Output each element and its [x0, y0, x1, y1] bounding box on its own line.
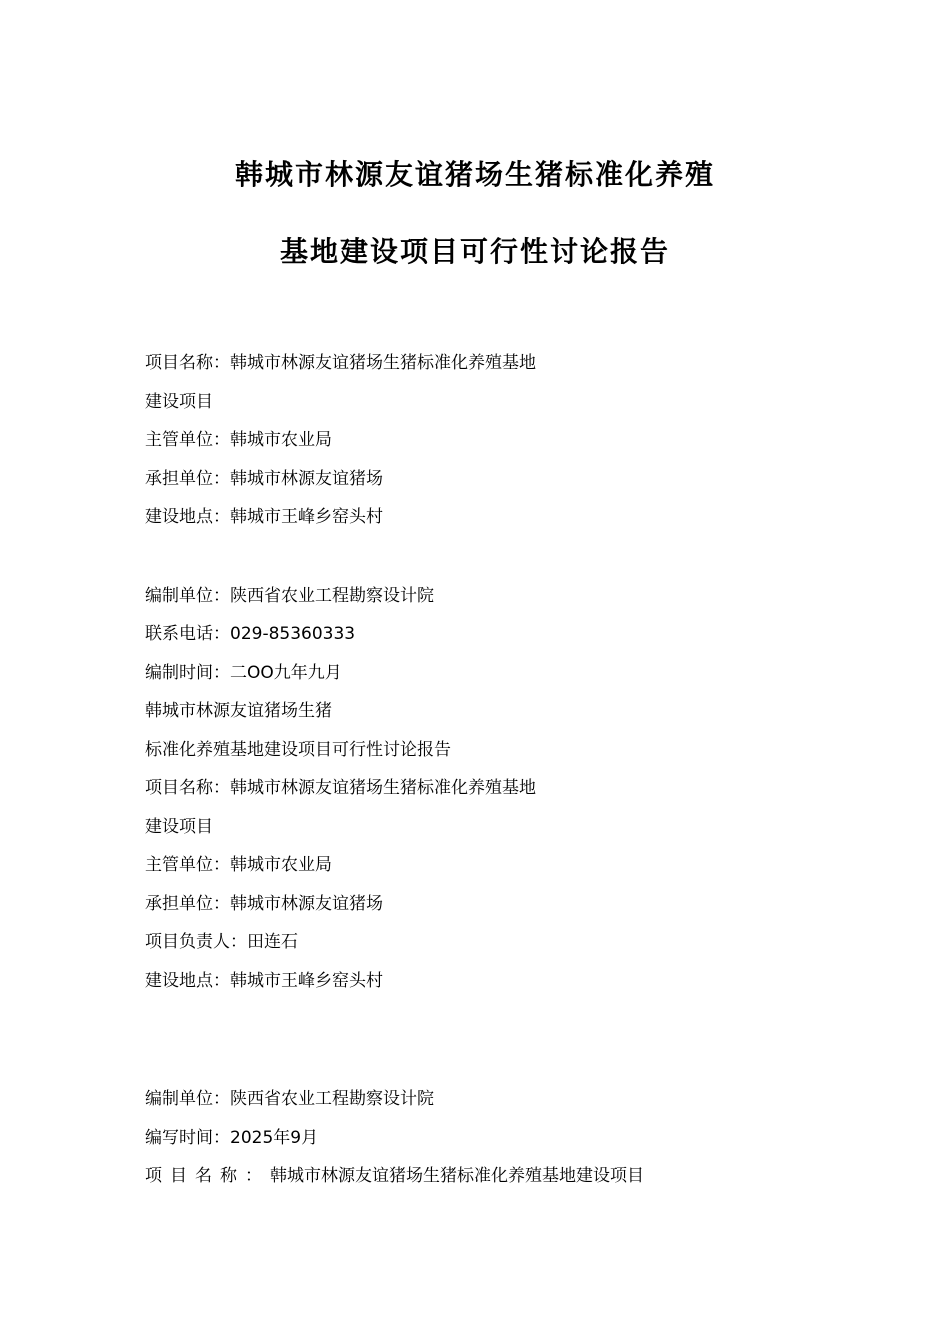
project-leader-line: 项目负责人：田连石 — [145, 932, 298, 952]
document-title-line-2: 基地建设项目可行性讨论报告 — [279, 235, 670, 268]
compiling-unit-line-2: 编制单位：陕西省农业工程勘察设计院 — [145, 1089, 434, 1109]
contact-phone-line: 联系电话：029-85360333 — [145, 624, 356, 644]
project-name-line-2: 项目名称：韩城市林源友谊猪场生猪标准化养殖基地 — [145, 778, 536, 798]
construction-site-line-2: 建设地点：韩城市王峰乡窑头村 — [145, 970, 383, 991]
spacer — [145, 1000, 905, 1080]
project-name-line: 项目名称：韩城市林源友谊猪场生猪标准化养殖基地 — [145, 353, 536, 373]
undertaking-unit-line-2: 承担单位：韩城市林源友谊猪场 — [145, 893, 383, 914]
compiling-unit-line: 编制单位：陕西省农业工程勘察设计院 — [145, 585, 434, 606]
undertaking-unit-line: 承担单位：韩城市林源友谊猪场 — [145, 468, 383, 489]
project-name-value: 韩城市林源友谊猪场生猪标准化养殖基地建设项目 — [270, 1166, 644, 1186]
supervising-unit-line-2: 主管单位：韩城市农业局 — [145, 855, 332, 875]
project-name-continuation: 建设项目 — [145, 391, 213, 412]
project-name-final-line — [145, 1157, 905, 1196]
subtitle-line-2: 标准化养殖基地建设项目可行性讨论报告 — [145, 739, 451, 760]
document-title-line-1: 韩城市林源友谊猪场生猪标准化养殖 — [234, 158, 715, 191]
supervising-unit-line: 主管单位：韩城市农业局 — [145, 430, 332, 450]
writing-time-line: 编写时间：2025年9月 — [145, 1127, 319, 1148]
spacer — [145, 537, 905, 577]
subtitle-line-1: 韩城市林源友谊猪场生猪 — [145, 701, 332, 721]
compile-time-line: 编制时间：二OO九年九月 — [145, 662, 342, 683]
project-name-continuation-2: 建设项目 — [145, 816, 213, 837]
project-name-label: 项目名称： — [145, 1166, 270, 1186]
document-body — [145, 344, 905, 1196]
construction-site-line: 建设地点：韩城市王峰乡窑头村 — [145, 507, 383, 527]
